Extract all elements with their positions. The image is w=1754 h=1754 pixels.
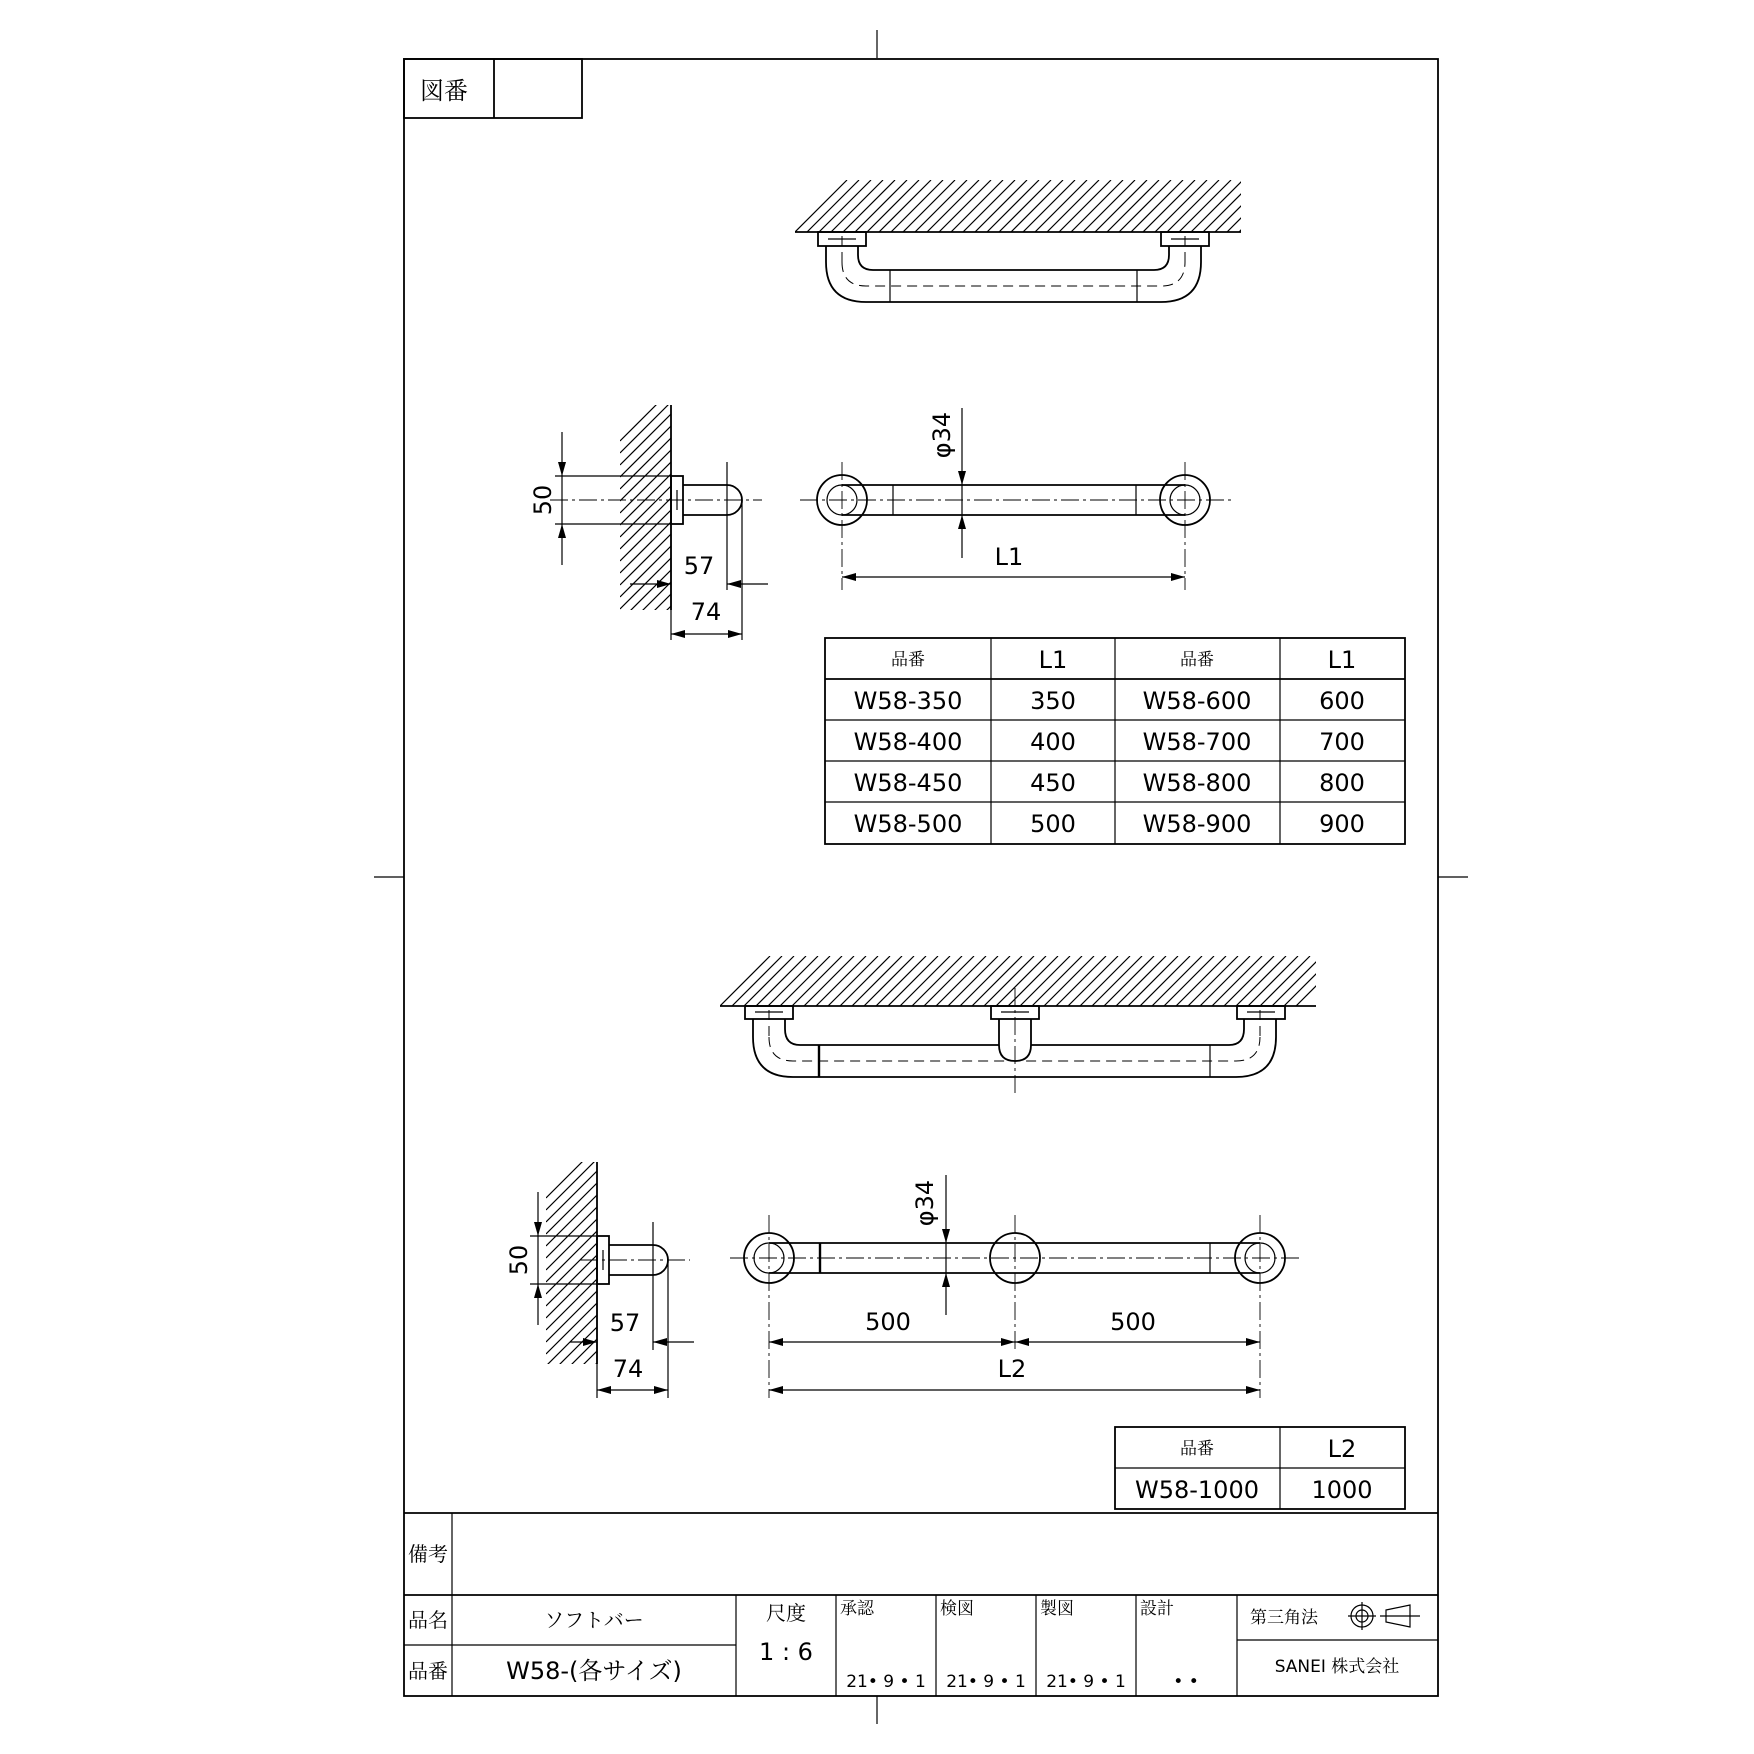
bottom-front-view [730,1175,1302,1398]
dim-l2: L2 [997,1355,1027,1383]
table1-cell: 500 [1030,810,1076,838]
table1-cell: W58-600 [1142,687,1252,715]
top-plan-view [795,180,1303,302]
table1-header-2: 品番 [1180,650,1214,670]
table1-header-3: L1 [1327,646,1357,674]
center-marks [374,30,1468,1724]
dim-top-side-50: 50 [529,484,557,516]
scale-label: 尺度 [766,1601,806,1625]
approved-date: 21• 9 • 1 [846,1672,926,1692]
dim-top-side-74: 74 [690,598,722,626]
drawing-number-label: 図番 [420,77,468,105]
table1-cell: 350 [1030,687,1076,715]
product-number-label: 品番 [408,1659,448,1683]
table1-cell: W58-500 [853,810,963,838]
table1-cell: W58-900 [1142,810,1252,838]
wall-hatch-bottom-side [546,1147,597,1414]
top-front-view [800,408,1235,590]
table1-cell: 800 [1319,769,1365,797]
third-angle-projection-icon [1348,1602,1420,1630]
table1-cell: 400 [1030,728,1076,756]
product-number-value: W58-(各サイズ) [506,1657,682,1685]
projection-label: 第三角法 [1250,1608,1318,1628]
dim-bottom-side-57: 57 [609,1309,641,1337]
table2-header-0: 品番 [1180,1439,1214,1459]
table1-cell: W58-350 [853,687,963,715]
scale-value: 1 : 6 [759,1638,813,1666]
wall-hatch-bottom-plan [720,956,1346,1006]
product-name-value: ソフトバー [544,1608,644,1632]
checked-date: 21• 9 • 1 [946,1672,1026,1692]
title-block [404,1513,1438,1696]
table1-cell: 900 [1319,810,1365,838]
checked-label: 検図 [940,1599,974,1619]
dim-span-1: 500 [865,1308,911,1336]
drawing-number-box [404,59,582,118]
table-l2 [1115,1427,1405,1509]
table1-cell: W58-450 [853,769,963,797]
bottom-side-view [505,1147,694,1414]
top-side-view [529,390,768,657]
dim-top-side-57: 57 [683,552,715,580]
dim-bottom-front-phi: φ34 [911,1179,939,1227]
dim-top-front-phi: φ34 [928,411,956,459]
product-name-label: 品名 [408,1608,448,1632]
remarks-label: 備考 [408,1542,448,1566]
table1-cell: W58-400 [853,728,963,756]
table1-cell: 600 [1319,687,1365,715]
sheet-frame [404,59,1438,1696]
dim-bottom-side-74: 74 [612,1355,644,1383]
table1-header-0: 品番 [891,650,925,670]
table1-cell: W58-800 [1142,769,1252,797]
drawn-label: 製図 [1040,1599,1074,1619]
table-l1 [825,638,1405,844]
drawn-date: 21• 9 • 1 [1046,1672,1126,1692]
design-label: 設計 [1140,1599,1174,1619]
company-name: SANEI 株式会社 [1274,1657,1400,1677]
dim-span-2: 500 [1110,1308,1156,1336]
dim-bottom-side-50: 50 [505,1244,533,1276]
bottom-plan-view [720,956,1346,1095]
wall-hatch-top-plan [795,180,1303,232]
table1-cell: W58-700 [1142,728,1252,756]
design-date: • • [1173,1672,1199,1692]
table2-cell: W58-1000 [1134,1476,1260,1504]
approved-label: 承認 [840,1599,874,1619]
table1-cell: 700 [1319,728,1365,756]
table1-header-1: L1 [1038,646,1068,674]
table2-cell: 1000 [1311,1476,1373,1504]
dim-l1: L1 [994,543,1024,571]
table2-header-1: L2 [1327,1435,1357,1463]
table1-cell: 450 [1030,769,1076,797]
